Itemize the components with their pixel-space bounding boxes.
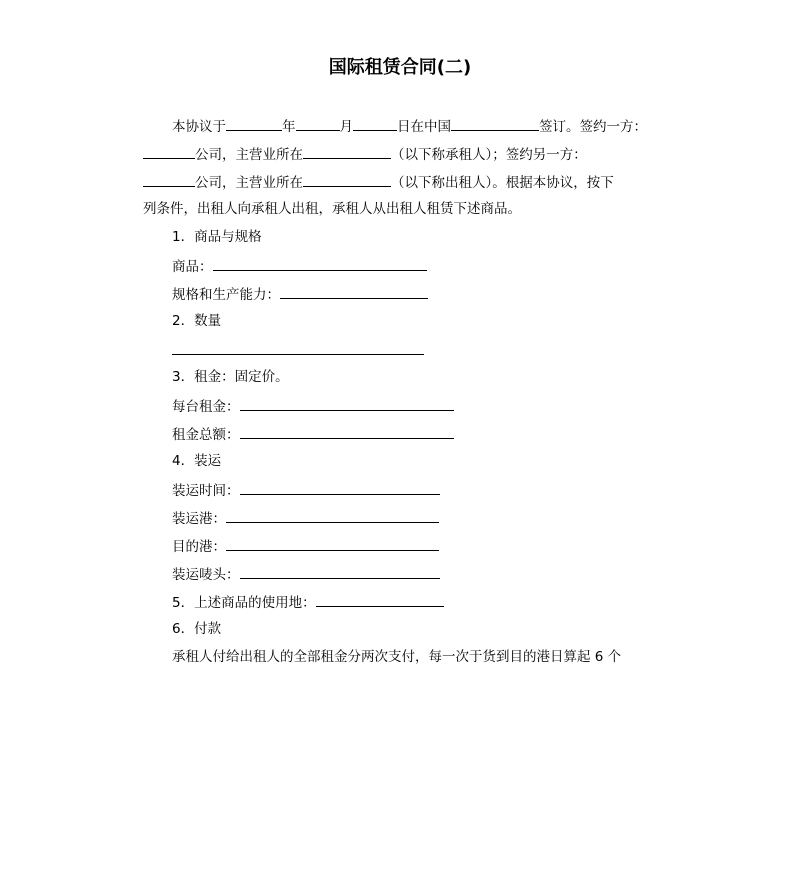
- intro-text: 公司，主营业所在: [195, 147, 303, 163]
- spec-field: [172, 283, 428, 305]
- blank-line: [280, 283, 428, 299]
- section-6-heading: [172, 619, 221, 639]
- shipment-port-field: [172, 507, 439, 529]
- field-label: 商品：: [172, 259, 213, 275]
- shipping-mark-field: [172, 563, 440, 585]
- blank-line: [240, 563, 440, 579]
- field-label: 装运港：: [172, 511, 226, 527]
- blank-line: [303, 171, 391, 187]
- blank-line: [226, 115, 282, 131]
- blank-line: [451, 115, 539, 131]
- section-heading-text: 1．商品与规格: [172, 229, 262, 245]
- quantity-field: [172, 339, 424, 361]
- goods-field: [172, 255, 427, 277]
- intro-text: 签订。签约一方：: [539, 119, 647, 135]
- intro-text: 月: [339, 119, 353, 135]
- section-5-heading: [172, 591, 444, 613]
- shipment-time-field: [172, 479, 440, 501]
- intro-line-1: [172, 115, 647, 137]
- paragraph-text: 承租人付给出租人的全部租金分两次支付，每一次于货到目的港日算起 6 个: [172, 649, 622, 665]
- section-2-heading: [172, 311, 221, 331]
- section-heading-text: 2．数量: [172, 313, 222, 329]
- blank-line: [226, 535, 439, 551]
- blank-line: [213, 255, 427, 271]
- section-heading-text: 3．租金：固定价。: [172, 369, 289, 385]
- document-title: 国际租赁合同(二): [328, 57, 472, 78]
- blank-line: [172, 339, 424, 355]
- section-heading-text: 5．上述商品的使用地：: [172, 595, 316, 611]
- intro-text: （以下称承租人）；签约另一方：: [391, 147, 587, 163]
- intro-text: 年: [282, 119, 296, 135]
- blank-line: [296, 115, 340, 131]
- section-4-heading: [172, 451, 221, 471]
- field-label: 目的港：: [172, 539, 226, 555]
- blank-line: [353, 115, 397, 131]
- section-heading-text: 4．装运: [172, 453, 222, 469]
- field-label: 每台租金：: [172, 399, 240, 415]
- section-3-heading: [172, 367, 289, 387]
- intro-line-4: [143, 199, 521, 219]
- blank-line: [240, 395, 454, 411]
- destination-port-field: [172, 535, 439, 557]
- intro-text: （以下称出租人）。根据本协议，按下: [391, 175, 614, 191]
- field-label: 装运唛头：: [172, 567, 240, 583]
- blank-line: [226, 507, 439, 523]
- payment-text: [172, 647, 621, 667]
- section-1-heading: [172, 227, 262, 247]
- unit-rent-field: [172, 395, 454, 417]
- intro-line-3: [143, 171, 614, 193]
- blank-line: [143, 171, 195, 187]
- blank-line: [240, 423, 454, 439]
- intro-text: 列条件，出租人向承租人出租，承租人从出租人租赁下述商品。: [143, 201, 521, 217]
- intro-text: 日在中国: [397, 119, 451, 135]
- total-rent-field: [172, 423, 454, 445]
- blank-line: [240, 479, 440, 495]
- intro-text: 本协议于: [172, 119, 226, 135]
- field-label: 租金总额：: [172, 427, 240, 443]
- intro-text: 公司，主营业所在: [195, 175, 303, 191]
- intro-line-2: [143, 143, 587, 165]
- field-label: 装运时间：: [172, 483, 240, 499]
- field-label: 规格和生产能力：: [172, 287, 280, 303]
- section-heading-text: 6．付款: [172, 621, 222, 637]
- blank-line: [316, 591, 444, 607]
- blank-line: [143, 143, 195, 159]
- blank-line: [303, 143, 391, 159]
